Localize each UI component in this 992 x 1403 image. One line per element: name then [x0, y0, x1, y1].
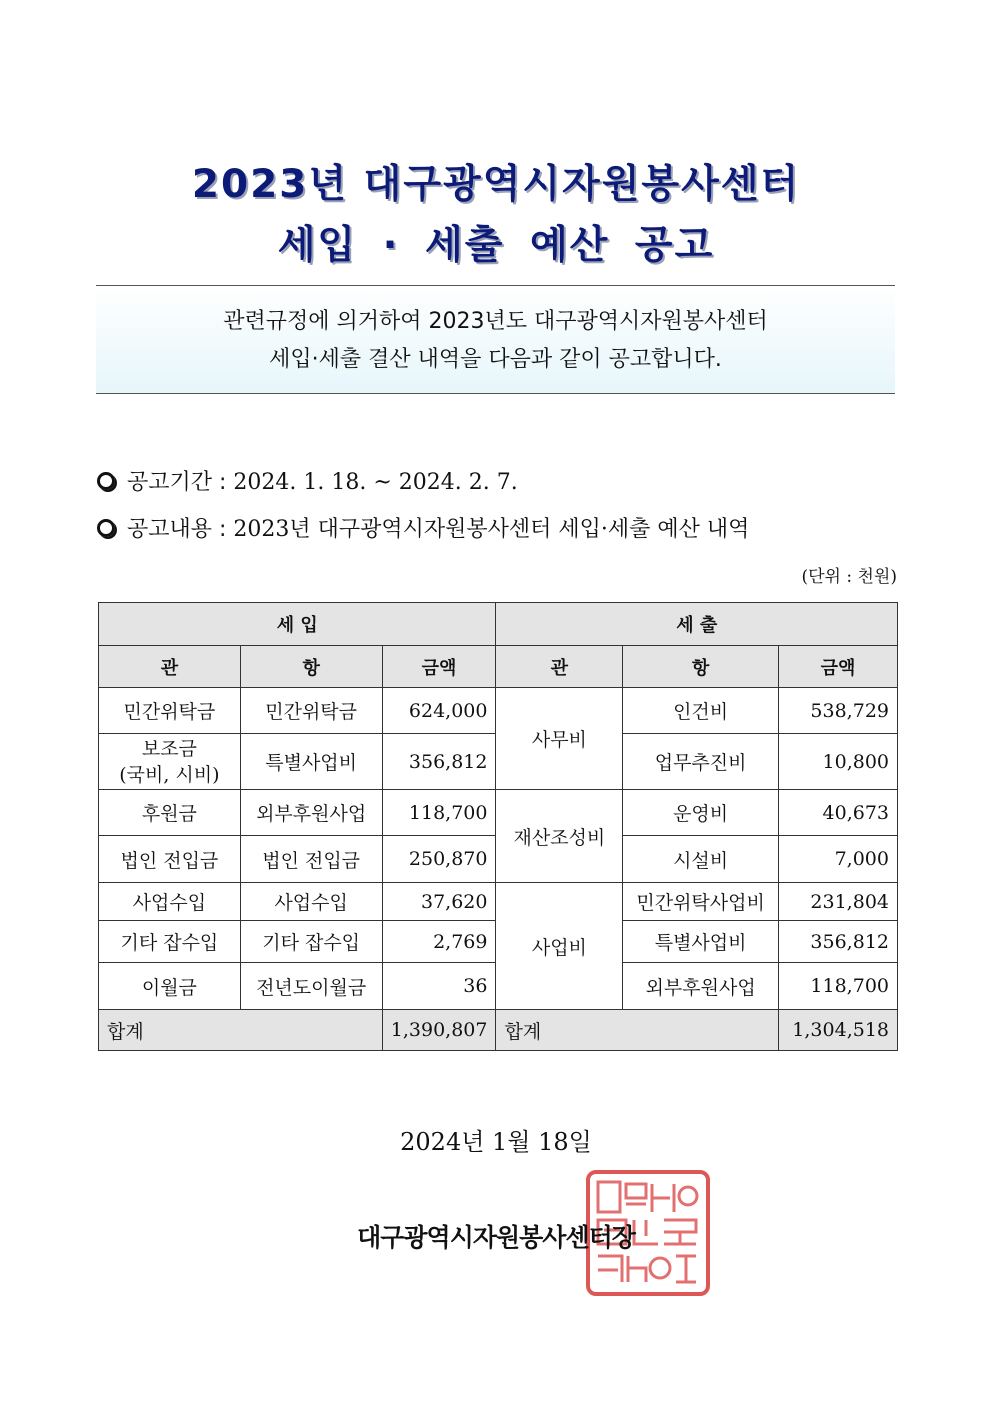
expense-gwan: 사무비 [496, 688, 623, 790]
circle-bullet-icon [97, 472, 115, 490]
revenue-total-value: 1,390,807 [382, 1010, 496, 1051]
revenue-gwan: 후원금 [99, 790, 241, 836]
revenue-total-label: 합계 [99, 1010, 383, 1051]
revenue-amount: 2,769 [382, 921, 496, 963]
table-row [99, 688, 898, 734]
revenue-hang: 법인 전입금 [240, 836, 382, 883]
revenue-gwan: 기타 잡수입 [99, 921, 241, 963]
expense-hang: 민간위탁사업비 [623, 883, 779, 921]
table-row [99, 883, 898, 921]
revenue-hang: 외부후원사업 [240, 790, 382, 836]
revenue-gwan: 보조금 (국비, 시비) [99, 734, 241, 790]
revenue-hang: 기타 잡수입 [240, 921, 382, 963]
notice-line2: 세입·세출 결산 내역을 다음과 같이 공고합니다. [269, 347, 722, 372]
content-label: 공고내용 : [127, 517, 227, 542]
notice-period-row [97, 465, 518, 496]
table-row [99, 790, 898, 836]
total-row [99, 1010, 898, 1051]
expense-total-value: 1,304,518 [778, 1010, 897, 1051]
col-header-amount: 금액 [778, 646, 897, 688]
expense-amount: 118,700 [778, 963, 897, 1010]
budget-table [98, 602, 898, 1051]
notice-box [96, 285, 895, 394]
col-header-gwan: 관 [99, 646, 241, 688]
expense-amount: 231,804 [778, 883, 897, 921]
col-header-hang: 항 [240, 646, 382, 688]
revenue-hang: 사업수입 [240, 883, 382, 921]
expense-total-label: 합계 [496, 1010, 778, 1051]
notice-line1: 관련규정에 의거하여 2023년도 대구광역시자원봉사센터 [223, 309, 768, 334]
expense-hang: 인건비 [623, 688, 779, 734]
expense-amount: 7,000 [778, 836, 897, 883]
notice-content-row [97, 512, 749, 543]
revenue-hang: 특별사업비 [240, 734, 382, 790]
expense-hang: 특별사업비 [623, 921, 779, 963]
revenue-amount: 356,812 [382, 734, 496, 790]
page-title-line2: 세입 · 세출 예산 공고 [277, 223, 715, 268]
page-title-line1: 2023년 대구광역시자원봉사센터 [191, 162, 801, 207]
signer-name: 대구광역시자원봉사센터장 [357, 1223, 635, 1252]
revenue-amount: 36 [382, 963, 496, 1010]
expense-amount: 10,800 [778, 734, 897, 790]
revenue-gwan: 이월금 [99, 963, 241, 1010]
col-header-hang: 항 [623, 646, 779, 688]
circle-bullet-icon [97, 519, 115, 537]
expense-header: 세 출 [496, 603, 898, 646]
revenue-hang: 민간위탁금 [240, 688, 382, 734]
period-value: 2024. 1. 18. ~ 2024. 2. 7. [233, 470, 518, 495]
expense-amount: 538,729 [778, 688, 897, 734]
revenue-amount: 250,870 [382, 836, 496, 883]
revenue-gwan: 민간위탁금 [99, 688, 241, 734]
period-label: 공고기간 : [127, 470, 227, 495]
revenue-hang: 전년도이월금 [240, 963, 382, 1010]
unit-label: (단위 : 천원) [801, 567, 897, 587]
expense-hang: 시설비 [623, 836, 779, 883]
revenue-amount: 118,700 [382, 790, 496, 836]
expense-hang: 외부후원사업 [623, 963, 779, 1010]
revenue-amount: 624,000 [382, 688, 496, 734]
expense-amount: 40,673 [778, 790, 897, 836]
revenue-header: 세 입 [99, 603, 496, 646]
expense-amount: 356,812 [778, 921, 897, 963]
col-header-gwan: 관 [496, 646, 623, 688]
expense-hang: 운영비 [623, 790, 779, 836]
expense-hang: 업무추진비 [623, 734, 779, 790]
revenue-gwan: 법인 전입금 [99, 836, 241, 883]
col-header-amount: 금액 [382, 646, 496, 688]
notice-date: 2024년 1월 18일 [400, 1128, 592, 1156]
expense-gwan: 재산조성비 [496, 790, 623, 883]
content-value: 2023년 대구광역시자원봉사센터 세입·세출 예산 내역 [233, 517, 750, 542]
expense-gwan: 사업비 [496, 883, 623, 1010]
revenue-gwan: 사업수입 [99, 883, 241, 921]
revenue-amount: 37,620 [382, 883, 496, 921]
